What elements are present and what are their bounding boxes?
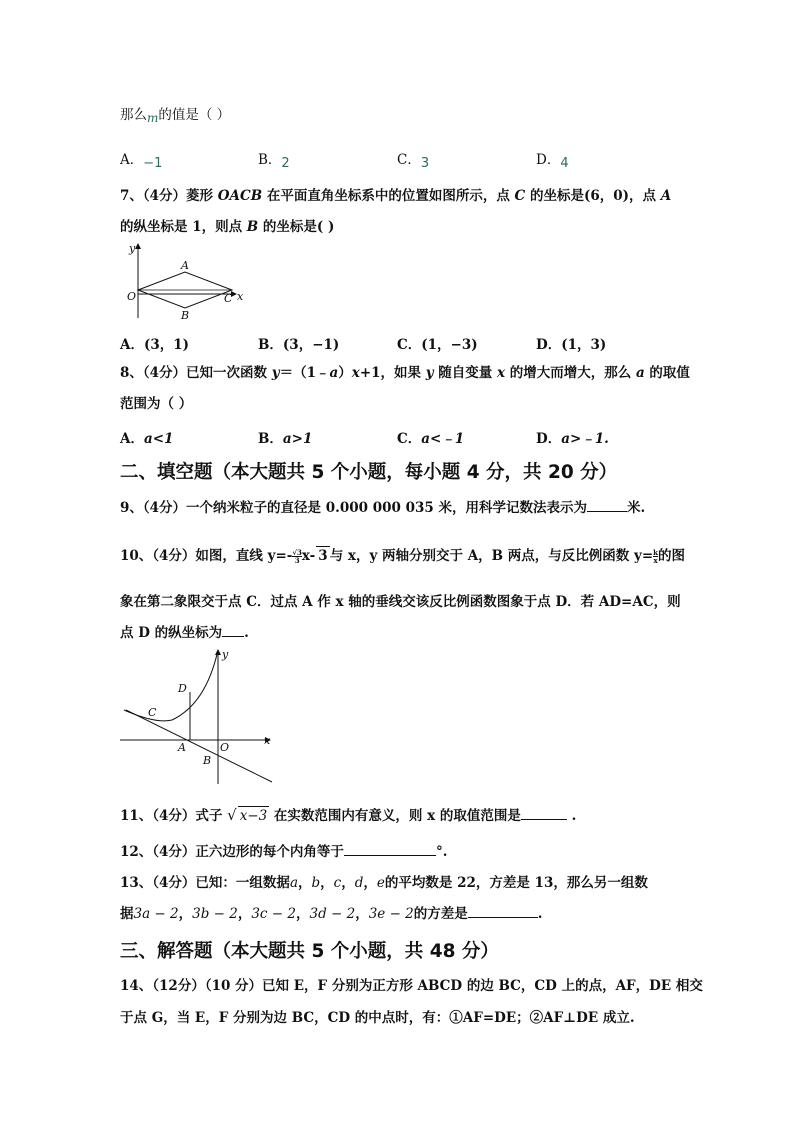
section-3-heading: 三、解答题（本大题共 5 个小题，共 48 分）: [120, 941, 499, 962]
q10-stem-line3: 点 D 的纵坐标为 .: [120, 625, 249, 641]
hyperbola-branch: [124, 650, 218, 721]
q6-stem: 那么m的值是（ ）: [120, 107, 231, 125]
q10-stem-line2: 象在第二象限交于点 C．过点 A 作 x 轴的垂线交该反比例函数图象于点 D．若 AD=AC，则: [120, 594, 681, 610]
q6-option-d: D．4: [536, 152, 569, 171]
q10-figure: [116, 644, 276, 786]
q7-option-d: D．(1，3): [536, 337, 607, 353]
q7-stem-line1: 7、（4分）菱形 OACB 在平面直角坐标系中的位置如图所示，点 C 的坐标是(6，0)，点 A: [120, 188, 672, 204]
q8-stem-line2: 范围为（ ）: [120, 396, 193, 412]
q13-stem-line1: 13、（4分）已知：一组数据a，b，c，d，e的平均数是 22，方差是 13，那么另一组数: [120, 875, 648, 891]
label-c: C: [224, 292, 233, 305]
label-a: A: [178, 741, 186, 754]
q7-option-b: B．(3，−1): [258, 337, 340, 353]
q6-option-b: B．2: [258, 152, 290, 171]
q6-option-a: A．−1: [120, 152, 163, 171]
q13-stem-line2: 据3a − 2，3b − 2，3c − 2，3d − 2，3e − 2的方差是 .: [120, 906, 543, 922]
q14-stem-line2: 于点 G，当 E，F 分别为边 BC，CD 的中点时，有：①AF=DE；②AF⊥DE 成立.: [120, 1010, 635, 1026]
label-a: A: [181, 259, 189, 272]
q14-stem-line1: 14、（12分）（10 分）已知 E，F 分别为正方形 ABCD 的边 BC，CD 上的点，AF，DE 相交: [120, 978, 703, 994]
q10-stem-line1: 10、（4分）如图，直线 y=- $\frac{√3}{3}$ x- 3 与 x，y 两轴分别交于 A，B 两点，与反比例函数 y= $\frac{k}{x}$ 的图: [120, 548, 685, 565]
label-o: O: [127, 290, 137, 303]
q8-option-b: B．a>1: [258, 431, 313, 447]
q8-option-a: A．a<1: [120, 431, 174, 447]
q9-stem: 9、（4分）一个纳米粒子的直径是 0.000 000 035 米，用科学记数法表示为 米.: [120, 500, 646, 516]
q7-option-a: A．(3，1): [120, 337, 190, 353]
q7-stem-line2: 的纵坐标是 1，则点 B 的坐标是( ): [120, 219, 335, 235]
label-o: O: [220, 741, 230, 754]
q8-option-c: C．a<﹣1: [397, 431, 465, 447]
label-x: x: [264, 734, 271, 747]
section-2-heading: 二、填空题（本大题共 5 个小题，每小题 4 分，共 20 分）: [120, 462, 618, 483]
q7-option-c: C．(1，−3): [397, 337, 478, 353]
q7-rhombus-figure: [118, 238, 248, 322]
label-y: y: [222, 648, 229, 661]
label-y: y: [129, 242, 136, 255]
label-c: C: [148, 706, 157, 719]
q6-option-c: C．3: [397, 152, 430, 171]
label-b: B: [181, 309, 190, 322]
line-ab: [126, 710, 272, 782]
label-d: D: [178, 682, 187, 695]
label-x: x: [237, 290, 244, 303]
q11-stem: 11、（4分）式子 √ x−3 在实数范围内有意义，则 x 的取值范围是 .: [120, 806, 577, 824]
label-b: B: [203, 754, 212, 767]
q8-stem-line1: 8、（4分）已知一次函数 y＝（1﹣a）x+1，如果 y 随自变量 x 的增大而增大，那么 a 的取值: [120, 365, 690, 381]
q12-stem: 12、（4分）正六边形的每个内角等于 °.: [120, 844, 448, 860]
q8-option-d: D．a>﹣1.: [536, 431, 609, 447]
